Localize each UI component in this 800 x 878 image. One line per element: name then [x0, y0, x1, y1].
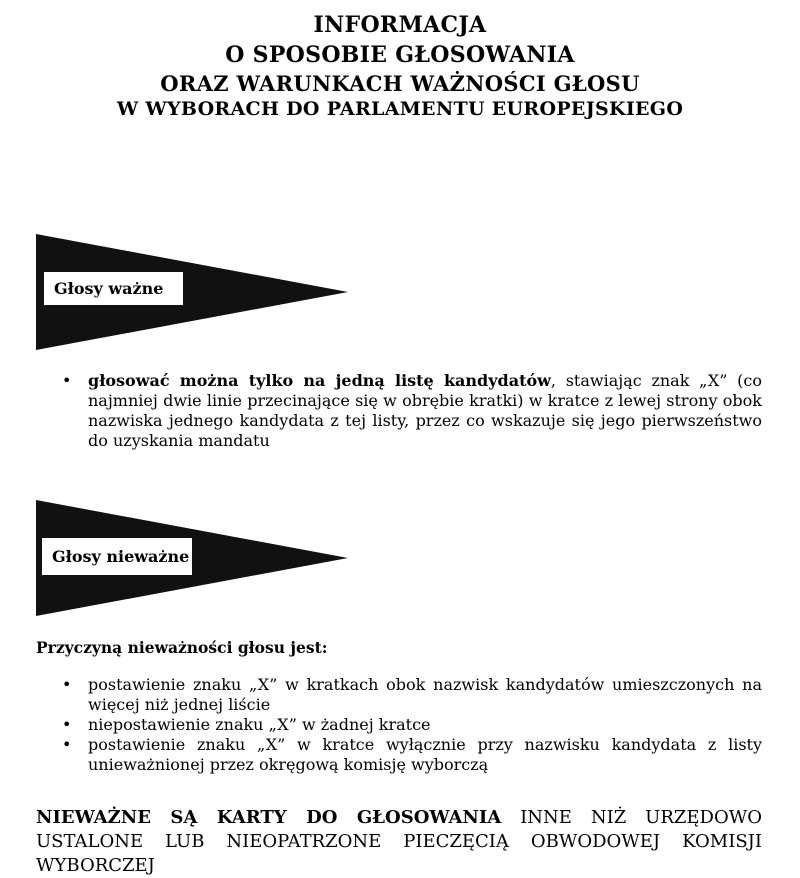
invalid-reasons-list	[62, 675, 762, 775]
valid-rule-text: , stawiając znak „X” (co najmniej dwie linie przecinające się w obrębie kratki) w kratce z lewej strony obok nazwiska jednego kandydata z tej listy, przez co wskazuje się jego pierwszeństwo do uzyskania mandatu	[88, 371, 762, 450]
bullet-icon: •	[62, 735, 72, 754]
invalid-cause-heading: Przyczyną nieważności głosu jest:	[36, 638, 328, 657]
title-line-1: INFORMACJA	[313, 12, 487, 38]
notice-bold: NIEWAŻNE SĄ KARTY DO GŁOSOWANIA	[36, 807, 502, 828]
valid-votes-pennant	[36, 234, 348, 350]
title-line-4: W WYBORACH DO PARLAMENTU EUROPEJSKIEGO	[116, 98, 684, 120]
list-item	[62, 735, 762, 775]
title-line-2: O SPOSOBIE GŁOSOWANIA	[225, 42, 575, 68]
notice-text: INNE NIŻ URZĘDOWO USTALONE LUB NIEOPATRZONE PIECZĘCIĄ OBWODOWEJ KOMISJI WYBORCZEJ	[36, 807, 762, 876]
invalid-ballots-notice	[36, 806, 762, 878]
list-item	[62, 675, 762, 715]
bullet-icon: •	[62, 675, 72, 694]
invalid-reason-text: postawienie znaku „X” w kratkach obok nazwisk kandydatów umieszczonych na więcej niż jednej liście	[88, 675, 762, 714]
bullet-icon: •	[62, 371, 72, 390]
invalid-reason-text: postawienie znaku „X” w kratce wyłącznie przy nazwisku kandydata z listy unieważnionej przez okręgową komisję wyborczą	[88, 735, 762, 774]
list-item	[62, 371, 762, 451]
invalid-votes-pennant	[36, 500, 348, 616]
invalid-reason-text: niepostawienie znaku „X” w żadnej kratce	[88, 715, 431, 734]
list-item	[62, 715, 762, 735]
title-line-3: ORAZ WARUNKACH WAŻNOŚCI GŁOSU	[160, 71, 640, 96]
valid-rule-bold: głosować można tylko na jedną listę kandydatów	[88, 371, 551, 390]
invalid-votes-label: Głosy nieważne	[42, 538, 192, 575]
bullet-icon: •	[62, 715, 72, 734]
valid-votes-label: Głosy ważne	[44, 272, 183, 305]
valid-votes-list	[62, 371, 762, 451]
